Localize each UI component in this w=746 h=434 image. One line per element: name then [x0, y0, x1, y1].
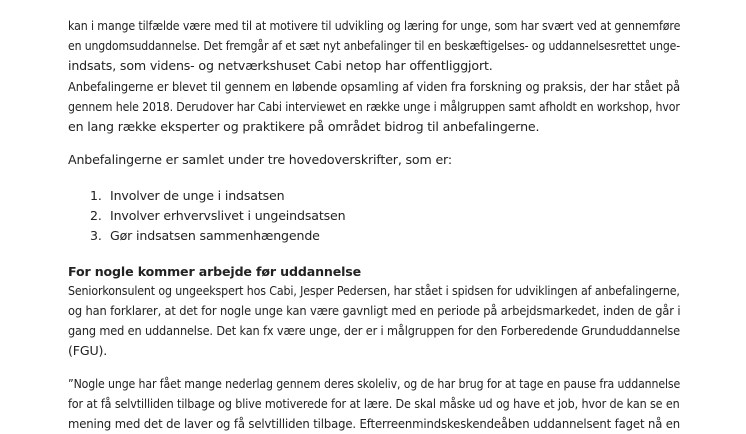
para2-line-2: gennem hele 2018. Derudover har Cabi interviewet en række unge i målgruppen samt afholdt en workshop, hvor: [68, 99, 680, 114]
para4-line-2: og han forklarer, at det for nogle unge kan være gavnligt med en periode på arbejdsmarkedet, inden de går i: [68, 303, 681, 318]
para4-line-1: Seniorkonsulent og ungeekspert hos Cabi, Jesper Pedersen, har stået i spidsen for udviklingen af anbefalingerne,: [68, 283, 680, 298]
para2-line-3: en lang række eksperter og praktikere på området bidrog til anbefalingerne.: [68, 119, 540, 134]
para5-line-3: mening med det de laver og få selvtilliden tilbage. Efterreenmindskeskendeåben uddannelsent faget nå en: [68, 416, 681, 431]
list-item: [90, 206, 345, 226]
list-item: [90, 186, 284, 206]
list-text: Gør indsatsen sammenhængende: [110, 228, 320, 243]
para2-line-1: Anbefalingerne er blevet til gennem en løbende opsamling af viden fra forskning og praksis, der har stået på: [68, 79, 681, 94]
para5-line-2: for at få selvtilliden tilbage og blive motiverede for at lære. De skal måske ud og have et job, hvor de kan se en: [68, 396, 680, 411]
para5-line-1: ”Nogle unge har fået mange nederlag gennem deres skoleliv, og de har brug for at tage en pause fra uddannelse: [68, 376, 681, 391]
intro-line-1: kan i mange tilfælde være med til at motivere til udvikling og læring for unge, som har svært ved at gennemføre: [68, 18, 681, 33]
list-number: 1.: [90, 188, 102, 203]
intro-line-2: en ungdomsuddannelse. Det fremgår af et sæt nyt anbefalinger til en beskæftigelses- og uddannelsesrettet unge-: [68, 38, 681, 53]
section-heading: For nogle kommer arbejde før uddannelse: [68, 264, 362, 279]
para3-text: Anbefalingerne er samlet under tre hovedoverskrifter, som er:: [68, 152, 452, 167]
list-text: Involver de unge i indsatsen: [110, 188, 285, 203]
list-number: 3.: [90, 228, 102, 243]
para4-line-4: (FGU).: [68, 343, 108, 358]
list-text: Involver erhvervslivet i ungeindsatsen: [110, 208, 346, 223]
list-number: 2.: [90, 208, 102, 223]
para4-line-3: gang med en uddannelse. Det kan fx være unge, der er i målgruppen for den Forberedende Grunduddannelse: [68, 323, 681, 338]
intro-line-3: indsats, som videns- og netværkshuset Cabi netop har offentliggjort.: [68, 58, 493, 73]
list-item: [90, 226, 320, 246]
